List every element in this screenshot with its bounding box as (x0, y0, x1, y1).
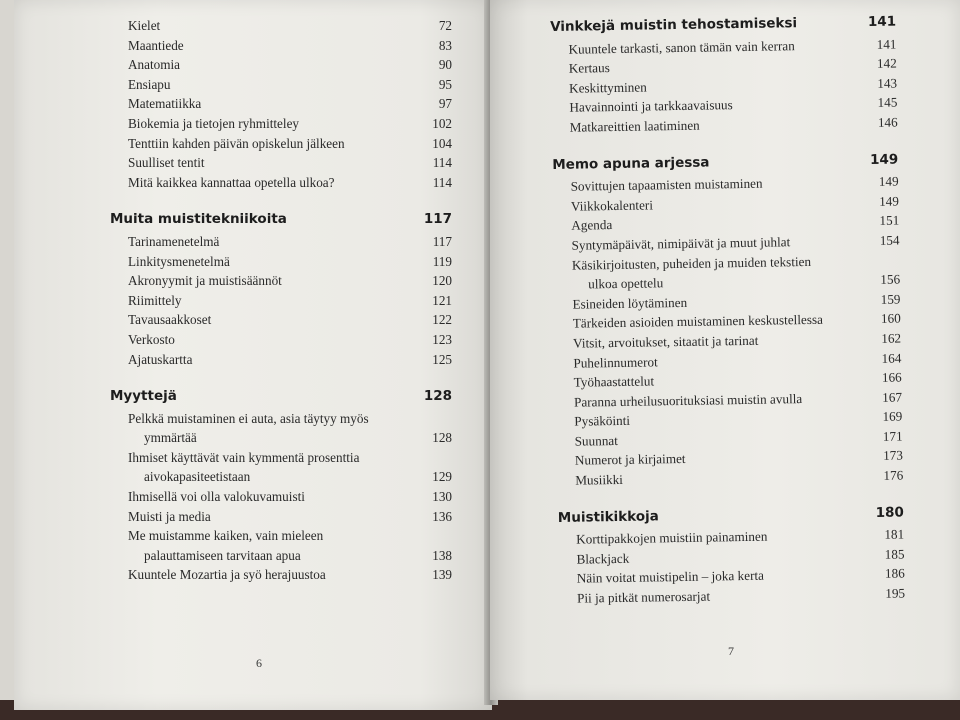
left-page-number: 6 (256, 656, 262, 670)
toc-entry-page-number: 169 (882, 408, 903, 425)
toc-entry-page-number: 102 (432, 115, 452, 131)
toc-entry-title: Suulliset tentit (128, 155, 205, 171)
toc-entry (110, 291, 452, 311)
toc-entry (557, 466, 903, 491)
toc-entry (110, 350, 452, 370)
toc-chapter-heading-page-number: 117 (423, 211, 452, 228)
toc-entry-title: Verkosto (128, 331, 175, 347)
toc-entry-title: Ihmiset käyttävät vain kymmentä prosenttia (128, 449, 360, 465)
toc-entry-page-number: 95 (438, 76, 452, 92)
toc-entry-page-number: 72 (438, 18, 452, 33)
toc-entry (110, 507, 452, 527)
toc-entry-page-number: 97 (438, 96, 452, 112)
toc-entry-title: Maantiede (128, 37, 184, 53)
toc-entry-page-number: 167 (882, 389, 903, 405)
toc-entry-title: Pysäköinti (574, 413, 631, 429)
toc-entry-title: aivokapasiteetistaan (144, 469, 251, 485)
toc-chapter-heading-page-number: 141 (867, 13, 897, 31)
toc-chapter-heading-page-number: 128 (423, 388, 452, 405)
toc-entry-title: Kertaus (568, 60, 610, 76)
toc-chapter-heading (558, 503, 904, 528)
toc-entry-title: Kielet (128, 18, 161, 33)
toc-entry-page-number: 125 (432, 351, 452, 367)
toc-chapter-heading-title: Memo apuna arjessa (552, 154, 710, 173)
toc-entry-page-number: 176 (883, 467, 904, 483)
toc-entry-title: palauttamiseen tarvitaan apua (144, 547, 301, 563)
left-book-page (14, 0, 492, 710)
toc-entry-title: Biokemia ja tietojen ryhmitteley (128, 115, 300, 131)
toc-entry (110, 330, 452, 350)
toc-entry-page-number: 164 (881, 350, 902, 366)
toc-entry-title: Käsikirjoitusten, puheiden ja muiden tekstien (571, 253, 812, 273)
toc-entry-title: Blackjack (576, 550, 630, 567)
toc-entry-page-number: 160 (880, 310, 901, 327)
toc-entry-page-number: 173 (883, 447, 904, 464)
toc-entry (110, 448, 452, 468)
toc-chapter-heading (110, 210, 452, 230)
toc-entry (110, 153, 452, 173)
toc-entry-title: Puhelinnumerot (573, 353, 658, 371)
toc-entry-title: Tenttiin kahden päivän opiskelun jälkeen (128, 135, 345, 151)
toc-entry-page-number: 156 (880, 271, 901, 287)
toc-entry (110, 55, 452, 75)
toc-entry-title: Akronyymit ja muistisäännöt (128, 273, 282, 289)
toc-entry-page-number: 141 (876, 36, 897, 52)
toc-entry-page-number: 123 (432, 331, 452, 347)
toc-entry (110, 428, 452, 448)
toc-entry-page-number: 186 (884, 565, 905, 582)
toc-entry (110, 36, 452, 56)
toc-entry (110, 271, 452, 291)
toc-entry-page-number: 149 (879, 193, 900, 209)
toc-entry-title: Keskittyminen (568, 79, 647, 96)
toc-entry-title: Kuuntele tarkasti, sanon tämän vain kerran (568, 37, 795, 57)
toc-entry-title: Agenda (571, 217, 613, 234)
toc-entry-page-number: 142 (876, 55, 897, 72)
right-book-page (490, 0, 960, 700)
toc-entry-page-number: 181 (884, 526, 905, 543)
toc-entry-title: Ensiapu (128, 76, 171, 92)
toc-entry-page-number: 122 (432, 312, 452, 328)
toc-entry-title: Esineiden löytäminen (572, 294, 688, 312)
toc-chapter-heading (110, 387, 452, 407)
toc-entry-title: Tärkeiden asioiden muistaminen keskustellessa (572, 312, 824, 331)
toc-entry-page-number: 143 (877, 75, 898, 91)
toc-entry (110, 310, 452, 330)
toc-entry-page-number: 145 (877, 94, 898, 111)
toc-entry-page-number: 166 (881, 369, 902, 385)
toc-entry-title: Riimittely (128, 292, 182, 308)
toc-chapter-heading-title: Myyttejä (110, 388, 177, 405)
toc-chapter-heading-page-number: 180 (875, 504, 904, 521)
toc-entry-page-number: 162 (881, 330, 902, 346)
left-table-of-contents (110, 16, 452, 585)
toc-entry-page-number: 128 (432, 430, 452, 446)
toc-entry-page-number: 83 (438, 37, 452, 53)
toc-chapter-heading-title: Muistikikkoja (557, 508, 659, 526)
toc-entry-title: Suunnat (574, 432, 618, 449)
toc-entry-page-number: 171 (882, 428, 903, 444)
toc-entry-title: Pii ja pitkät numerosarjat (576, 588, 711, 606)
toc-entry-page-number: 119 (432, 253, 452, 269)
toc-entry-title: Tarinamenetelmä (128, 233, 220, 249)
toc-chapter-heading-title: Muita muistitekniikoita (110, 211, 287, 228)
toc-entry-title: Tavausaakkoset (128, 312, 212, 328)
toc-entry (110, 232, 452, 252)
toc-entry-title: Mitä kaikkea kannattaa opetella ulkoa? (128, 174, 335, 190)
toc-entry-page-number: 146 (877, 114, 898, 130)
toc-entry (559, 584, 905, 609)
toc-entry-page-number: 185 (884, 546, 905, 562)
toc-entry (110, 546, 452, 566)
toc-entry (110, 173, 452, 193)
toc-entry (110, 94, 452, 114)
toc-entry-page-number: 120 (432, 273, 452, 289)
toc-entry-title: Musiikki (575, 471, 624, 488)
toc-entry (110, 252, 452, 272)
toc-entry-page-number: 136 (432, 508, 452, 524)
toc-chapter-heading-page-number: 149 (869, 151, 899, 168)
toc-entry-title: Syntymäpäivät, nimipäivät ja muut juhlat (571, 234, 791, 253)
toc-entry-title: ymmärtää (144, 430, 197, 446)
toc-entry-title: Matkareittien laatiminen (569, 117, 700, 135)
toc-entry (110, 75, 452, 95)
toc-entry-page-number: 151 (879, 212, 900, 229)
toc-entry-page-number: 90 (438, 57, 452, 73)
toc-entry-title: Anatomia (128, 57, 181, 73)
right-page-number: 7 (728, 644, 734, 658)
toc-entry-page-number: 121 (432, 292, 452, 308)
toc-entry (110, 134, 452, 154)
toc-entry-page-number: 149 (878, 173, 899, 190)
toc-entry (110, 16, 452, 36)
toc-entry-title: Sovittujen tapaamisten muistaminen (570, 175, 763, 194)
toc-chapter-heading (552, 150, 898, 175)
toc-entry-title: Havainnointi ja tarkkaavaisuus (569, 97, 733, 116)
toc-entry (110, 487, 452, 507)
toc-entry-page-number: 117 (432, 233, 452, 249)
toc-entry (110, 526, 452, 546)
toc-entry-title: Työhaastattelut (573, 373, 655, 390)
toc-entry-page-number: 159 (880, 291, 901, 307)
toc-entry-title: Kuuntele Mozartia ja syö herajuustoa (128, 567, 326, 583)
toc-entry-page-number: 130 (432, 489, 452, 505)
toc-entry (110, 467, 452, 487)
toc-entry-title: Muisti ja media (128, 508, 211, 524)
toc-entry-page-number: 154 (879, 232, 900, 248)
toc-entry (110, 114, 452, 134)
toc-entry-title: Ihmisellä voi olla valokuvamuisti (128, 489, 305, 505)
toc-entry-page-number: 138 (432, 547, 452, 563)
toc-chapter-heading-title: Vinkkejä muistin tehostamiseksi (550, 15, 798, 35)
toc-entry (110, 409, 452, 429)
toc-entry-title: Pelkkä muistaminen ei auta, asia täytyy myös (128, 410, 369, 426)
toc-entry-title: Näin voitat muistipelin – joka kerta (576, 568, 765, 587)
toc-entry-title: Vitsit, arvoitukset, sitaatit ja tarinat (572, 332, 759, 351)
toc-entry (110, 565, 452, 585)
toc-entry-title: Linkitysmenetelmä (128, 253, 230, 269)
toc-chapter-heading (550, 13, 896, 38)
toc-entry-title: Numerot ja kirjaimet (574, 451, 686, 469)
toc-entry-title: Me muistamme kaiken, vain mieleen (128, 528, 324, 544)
toc-entry-page-number: 114 (432, 155, 452, 171)
toc-entry-title: Viikkokalenteri (570, 197, 654, 214)
toc-entry-page-number: 104 (432, 135, 452, 151)
toc-entry-title: Matematiikka (128, 96, 202, 112)
toc-entry-page-number: 139 (432, 567, 452, 583)
right-table-of-contents (550, 13, 905, 609)
toc-entry (552, 113, 898, 138)
toc-entry-title: Paranna urheilusuorituksiasi muistin avulla (573, 390, 803, 410)
toc-entry-page-number: 195 (885, 585, 906, 601)
toc-entry-title: ulkoa opettelu (588, 275, 664, 292)
toc-entry-page-number: 114 (432, 174, 452, 190)
toc-entry-title: Ajatuskartta (128, 351, 193, 367)
toc-entry-title: Korttipakkojen muistiin painaminen (576, 528, 768, 547)
toc-entry-page-number: 129 (432, 469, 452, 485)
